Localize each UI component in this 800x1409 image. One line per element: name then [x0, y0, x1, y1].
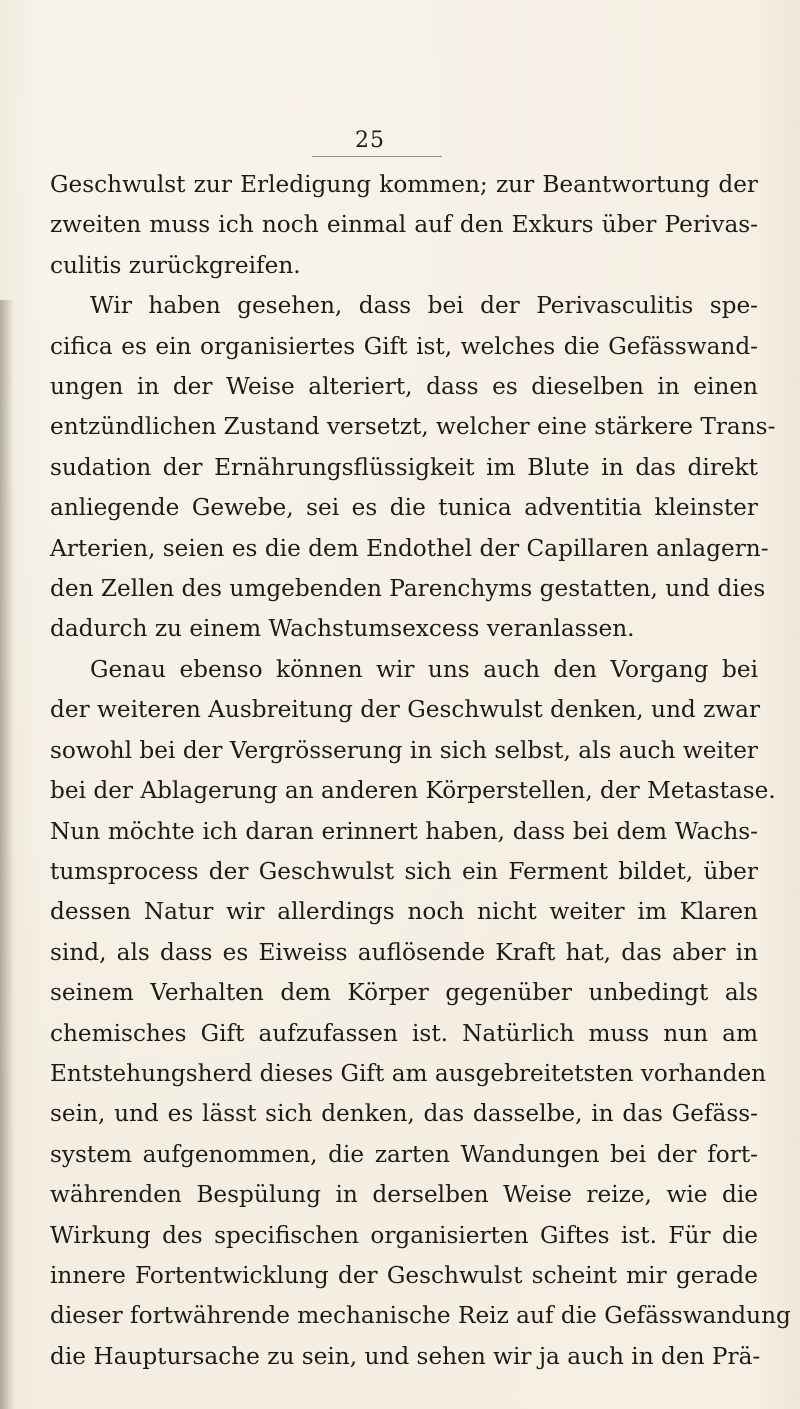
text-line: sudation der Ernährungsflüssigkeit im Blute in das direkt [50, 453, 758, 481]
text-line: Wirkung des specifischen organisierten Giftes ist. Für die [50, 1221, 758, 1249]
text-line: dieser fortwährende mechanische Reiz auf die Gefässwandung [50, 1302, 791, 1330]
text-line: innere Fortentwicklung der Geschwulst scheint mir gerade [50, 1261, 758, 1289]
text-line: den Zellen des umgebenden Parenchyms gestatten, und dies [50, 575, 766, 603]
text-line: Genau ebenso können wir uns auch den Vorgang bei [90, 655, 758, 683]
body-text [50, 165, 791, 1377]
text-line: Geschwulst zur Erledigung kommen; zur Beantwortung der [50, 171, 758, 198]
text-line: währenden Bespülung in derselben Weise reize, wie die [50, 1181, 758, 1209]
text-line: Nun möchte ich daran erinnert haben, dass bei dem Wachs- [50, 817, 758, 845]
text-line: zweiten muss ich noch einmal auf den Exkurs über Perivas- [50, 211, 758, 239]
binding-shadow [0, 300, 14, 1409]
text-line: dadurch zu einem Wachstumsexcess veranlassen. [50, 615, 635, 643]
text-line: dessen Natur wir allerdings noch nicht weiter im Klaren [50, 898, 758, 926]
text-line: sind, als dass es Eiweiss auflösende Kraft hat, das aber in [50, 938, 758, 966]
text-line: tumsprocess der Geschwulst sich ein Ferment bildet, über [50, 857, 758, 885]
paragraph-2 [50, 286, 776, 650]
text-line: die Hauptursache zu sein, und sehen wir ja auch in den Prä- [50, 1342, 761, 1370]
page-number: 25 [355, 128, 385, 153]
paragraph-1 [50, 165, 758, 286]
text-line: Arterien, seien es die dem Endothel der Capillaren anlagern- [50, 534, 769, 562]
text-line: culitis zurückgreifen. [50, 251, 301, 279]
text-line: anliegende Gewebe, sei es die tunica adventitia kleinster [50, 494, 758, 522]
text-line: entzündlichen Zustand versetzt, welcher eine stärkere Trans- [50, 413, 776, 441]
text-line: Entstehungsherd dieses Gift am ausgebreitetsten vorhanden [50, 1059, 767, 1087]
text-line: der weiteren Ausbreitung der Geschwulst denken, und zwar [50, 696, 761, 724]
text-line: chemisches Gift aufzufassen ist. Natürlich muss nun am [50, 1019, 758, 1047]
text-line: bei der Ablagerung an anderen Körperstellen, der Metastase. [50, 777, 776, 805]
text-line: ungen in der Weise alteriert, dass es dieselben in einen [50, 373, 758, 401]
text-line: sowohl bei der Vergrösserung in sich selbst, als auch weiter [50, 736, 758, 764]
text-line: sein, und es lässt sich denken, das dasselbe, in das Gefäss- [50, 1100, 758, 1128]
text-line: Wir haben gesehen, dass bei der Perivasculitis spe- [90, 292, 758, 320]
text-line: system aufgenommen, die zarten Wandungen bei der fort- [50, 1140, 758, 1168]
text-line: cifica es ein organisiertes Gift ist, welches die Gefässwand- [50, 332, 758, 360]
paragraph-3 [50, 650, 791, 1377]
page-number-rule [312, 156, 442, 157]
text-line: seinem Verhalten dem Körper gegenüber unbedingt als [50, 979, 758, 1007]
